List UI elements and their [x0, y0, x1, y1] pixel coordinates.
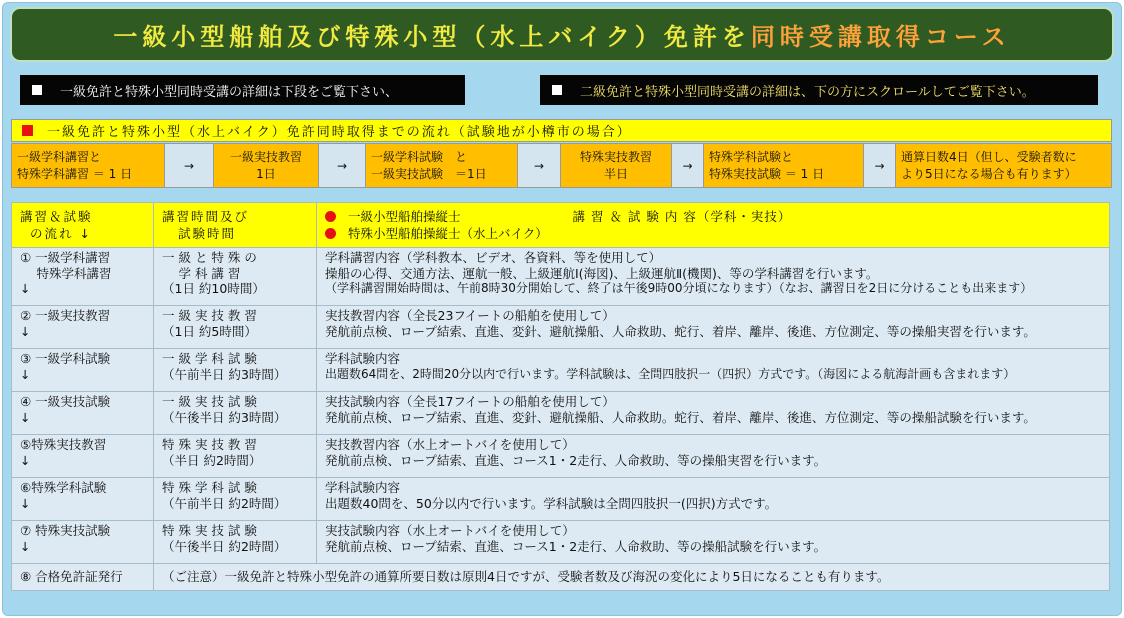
row-time-line: 一 級 と 特 殊 の — [162, 250, 257, 265]
table-row — [12, 435, 1110, 478]
right-arrow-icon: → — [672, 144, 704, 187]
row-step — [12, 478, 154, 521]
red-dot-icon — [325, 211, 336, 222]
row-content-line: 出題数64問を、2時間20分以内で行います。学科試験は、全問四肢択一（四択）方式です。（海図による航海計画も含まれます） — [325, 366, 1016, 381]
row-time — [154, 435, 317, 478]
row-step-line: ① 一級学科講習 — [20, 250, 111, 265]
flow-step-1 — [12, 144, 165, 187]
row-time — [154, 478, 317, 521]
table-row-final — [12, 564, 1110, 591]
header-time-line1: 講習時間及び — [162, 209, 250, 224]
row-content — [317, 478, 1110, 521]
header-time — [154, 203, 317, 248]
row-time-line: 一 級 実 技 試 験 — [162, 394, 257, 409]
header-special-class: 特殊小型船舶操縦士（水上バイク） — [348, 226, 548, 241]
row-step-line: ⑦ 特殊実技試験 — [20, 523, 111, 538]
header-content-line2 — [325, 225, 1101, 242]
table-row — [12, 248, 1110, 306]
row-step-line: ③ 一級学科試験 — [20, 351, 111, 366]
row-content — [317, 435, 1110, 478]
red-square-icon — [22, 125, 33, 136]
row-content-line: 発航前点検、ロープ結索、直進、変針、避航操船、人命救助、蛇行、着岸、離岸、後進、方位測定、等の操船実習を行います。 — [325, 323, 1036, 339]
flow-step-4 — [561, 144, 672, 187]
header-time-line2: 試験時間 — [178, 226, 237, 241]
row-step-arrow: ↓ — [20, 409, 31, 425]
row-step — [12, 392, 154, 435]
page-title — [10, 7, 1114, 62]
row-content-line: 実技教習内容（水上オートバイを使用して） — [325, 437, 575, 452]
table-row — [12, 521, 1110, 564]
row-time-line: （午前半日 約2時間） — [162, 495, 287, 511]
header-first-class: 一級小型船舶操縦士 — [348, 209, 461, 224]
flow-step-1-line2: 特殊学科講習 ＝ 1 日 — [17, 166, 133, 181]
title-course: 同時受講取得コース — [750, 23, 1011, 51]
row-step — [12, 306, 154, 349]
square-bullet-icon — [32, 85, 42, 95]
header-content-title: 講 習 ＆ 試 験 内 容（学科・実技） — [572, 209, 792, 224]
row-time — [154, 248, 317, 306]
right-arrow-icon: → — [864, 144, 896, 187]
row-content — [317, 248, 1110, 306]
square-bullet-icon — [552, 85, 562, 95]
row-content-line: 操船の心得、交通方法、運航一般、上級運航Ⅰ(海図)、上級運航Ⅱ(機関)、等の学科講習を行います。 — [325, 265, 879, 281]
flow-step-2-line1: 一級実技教習 — [229, 149, 302, 164]
row-step-arrow: ↓ — [20, 323, 31, 339]
notice-right-text: 二級免許と特殊小型同時受講の詳細は、下の方にスクロールしてご覧下さい。 — [580, 84, 1035, 100]
red-dot-icon — [325, 228, 336, 239]
table-row — [12, 478, 1110, 521]
notice-first-class[interactable] — [20, 75, 465, 105]
flow-step-4-line2: 半日 — [603, 166, 628, 181]
row-time-line: （1日 約10時間） — [162, 281, 265, 296]
row-time-line: 特 殊 学 科 試 験 — [162, 480, 257, 495]
row-content — [317, 306, 1110, 349]
row-time — [154, 392, 317, 435]
row-content — [317, 521, 1110, 564]
row-time — [154, 306, 317, 349]
row-step-line: ② 一級実技教習 — [20, 308, 111, 323]
row-time-line: 特 殊 実 技 試 験 — [162, 523, 257, 538]
row-time-line: 一 級 実 技 教 習 — [162, 308, 257, 323]
table-row — [12, 349, 1110, 392]
row-time-line: 特 殊 実 技 教 習 — [162, 437, 257, 452]
flow-step-5-line2: 特殊実技試験 ＝ 1 日 — [709, 166, 825, 181]
row-content — [317, 349, 1110, 392]
row-content-line: 学科試験内容 — [325, 480, 401, 495]
row-time-line: （午前半日 約3時間） — [162, 366, 287, 382]
row-content-line: 発航前点検、ロープ結索、直進、コース1・2走行、人命救助、等の操船試験を行います。 — [325, 538, 827, 554]
row-step-line: 特殊学科講習 — [20, 265, 112, 281]
row-step — [12, 248, 154, 306]
row-step — [12, 435, 154, 478]
flow-step-2-line2: 1日 — [256, 166, 276, 181]
row-content-line: 学科講習内容（学科教本、ビデオ、各資料、等を使用して） — [325, 250, 662, 265]
row-content — [317, 392, 1110, 435]
notice-left-text: 一級免許と特殊小型同時受講の詳細は下段をご覧下さい、 — [60, 84, 399, 100]
row-content-line: 学科試験内容 — [325, 351, 401, 366]
header-flow-line2: の流れ ↓ — [30, 226, 92, 241]
header-flow-line1: 講習＆試験 — [20, 209, 93, 224]
row-content-line: 実技試験内容（水上オートバイを使用して） — [325, 523, 575, 538]
right-arrow-icon: → — [319, 144, 366, 187]
row-step-line: ⑤特殊実技教習 — [20, 437, 107, 452]
flow-total-line2: より5日になる場合も有ります） — [901, 166, 1077, 181]
row-step — [12, 349, 154, 392]
row-step-line: ⑥特殊学科試験 — [20, 480, 107, 495]
flow-total-line1: 通算日数4日（但し、受験者数に — [901, 149, 1077, 164]
right-arrow-icon: → — [518, 144, 561, 187]
row-content-line: 発航前点検、ロープ結索、直進、変針、避航操船、人命救助。蛇行、着岸、離岸、後進、方位測定、等の操船試験を行います。 — [325, 409, 1036, 425]
flow-step-2 — [214, 144, 319, 187]
flow-step-3 — [366, 144, 518, 187]
row-time — [154, 349, 317, 392]
flow-step-1-line1: 一級学科講習と — [17, 149, 102, 164]
row-content-line: 出題数40問を、50分以内で行います。学科試験は全問四肢択一(四択)方式です。 — [325, 495, 778, 511]
notice-second-class[interactable] — [540, 75, 1098, 105]
final-note: （ご注意）一級免許と特殊小型免許の通算所要日数は原則4日ですが、受験者数及び海況の変化により5日になることも有ります。 — [154, 564, 1110, 591]
title-main: 一級小型船舶及び特殊小型（水上バイク）免許を — [113, 23, 751, 51]
row-time-line: （1日 約5時間） — [162, 323, 257, 339]
flow-step-3-line2: 一級実技試験 ＝1日 — [371, 166, 487, 181]
table-header-row — [12, 203, 1110, 248]
flow-step-3-line1: 一級学科試験 と — [371, 149, 468, 164]
row-step-line: ④ 一級実技試験 — [20, 394, 111, 409]
row-content-line: 実技試験内容（全長17フイートの船舶を使用して） — [325, 394, 615, 409]
row-step-arrow: ↓ — [20, 538, 31, 554]
row-step-arrow: ↓ — [20, 452, 31, 468]
row-step: ⑧ 合格免許証発行 — [12, 564, 154, 591]
flow-step-5 — [704, 144, 864, 187]
row-time-line: （午後半日 約3時間） — [162, 409, 287, 425]
course-table — [11, 202, 1110, 591]
flow-step-4-line1: 特殊実技教習 — [579, 149, 652, 164]
row-step-arrow: ↓ — [20, 281, 31, 296]
row-content-line: （学科講習開始時間は、午前8時30分開始して、終了は午後9時00分頃になります）（なお、講習日を2日に分けることも出来ます） — [325, 281, 1033, 295]
header-flow — [12, 203, 154, 248]
flow-step-total — [896, 144, 1111, 187]
right-arrow-icon: → — [165, 144, 214, 187]
row-time — [154, 521, 317, 564]
flow-heading — [11, 119, 1112, 142]
header-content — [317, 203, 1110, 248]
header-content-line1 — [325, 208, 1101, 225]
table-row — [12, 392, 1110, 435]
row-step-arrow: ↓ — [20, 495, 31, 511]
row-content-line: 実技教習内容（全長23フイートの船舶を使用して） — [325, 308, 615, 323]
flow-heading-text: 一級免許と特殊小型（水上バイク）免許同時取得までの流れ（試験地が小樽市の場合） — [47, 125, 632, 140]
row-time-line: 一 級 学 科 試 験 — [162, 351, 257, 366]
flow-steps — [11, 143, 1112, 188]
row-time-line: （午後半日 約2時間） — [162, 538, 287, 554]
flow-step-5-line1: 特殊学科試験と — [709, 149, 794, 164]
table-row — [12, 306, 1110, 349]
row-step — [12, 521, 154, 564]
row-step-arrow: ↓ — [20, 366, 31, 382]
row-content-line: 発航前点検、ロープ結索、直進、コース1・2走行、人命救助、等の操船実習を行います。 — [325, 452, 827, 468]
row-time-line: 学 科 講 習 — [162, 265, 241, 281]
row-time-line: （半日 約2時間） — [162, 452, 262, 468]
